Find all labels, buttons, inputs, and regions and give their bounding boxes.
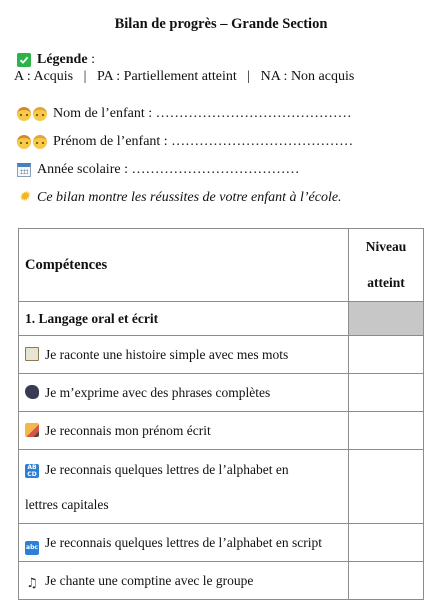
skill-text: Je reconnais quelques lettres de l’alphabet en script [45,535,323,550]
book-icon [25,347,39,361]
skill-cell [19,374,349,412]
table-row [19,374,424,412]
document-title: Bilan de progrès – Grande Section [114,16,328,32]
level-input-cell[interactable] [349,374,424,412]
section-level-cell [349,302,424,336]
skills-table [18,228,424,600]
table-row [19,336,424,374]
section-title: 1. Langage oral et écrit [19,302,349,336]
legend-title: Légende [37,52,88,67]
column-header-level [349,229,424,302]
legend-colon: : [87,52,95,67]
legend-entry-acquis: A : Acquis [14,69,74,84]
level-input-cell[interactable] [349,412,424,450]
intro-sentence: Ce bilan montre les réussites de votre enfant à l’école. [37,190,342,205]
pencil-icon [25,423,39,437]
legend-separator: | [247,69,251,84]
skill-text-line2: lettres capitales [25,496,109,512]
field-child-first-name[interactable] [17,134,353,150]
legend-heading [17,52,95,68]
check-mark-icon [17,53,31,67]
table-row [19,450,424,524]
table-row [19,412,424,450]
field-child-last-name[interactable] [17,106,352,122]
legend-entry-non-acquis: NA : Non acquis [260,69,355,84]
column-header-skills: Compétences [19,229,349,302]
skill-text: Je m’exprime avec des phrases complètes [45,385,271,400]
table-header-row [19,229,424,302]
level-input-cell[interactable] [349,524,424,562]
skill-cell [19,524,349,562]
field-school-year-label: Année scolaire : ……………………………… [37,162,300,177]
section-row [19,302,424,336]
lowercase-letters-icon: abc [25,541,39,555]
field-school-year[interactable] [17,162,299,178]
child-faces-icon [17,107,47,121]
uppercase-letters-icon: AB CD [25,464,39,478]
legend-entries [14,69,354,85]
child-faces-icon [17,135,47,149]
skill-text: Je reconnais mon prénom écrit [45,423,211,438]
music-notes-icon: ♫ [26,576,38,591]
intro-text [17,190,342,206]
column-header-level-line2: atteint [367,275,405,290]
legend-entry-partiel: PA : Partiellement atteint [96,69,237,84]
speaking-head-icon [25,385,39,399]
skill-text: Je chante une comptine avec le groupe [45,573,254,588]
skill-text-line1: Je reconnais quelques lettres de l’alphabet en [45,461,289,477]
field-child-first-name-label: Prénom de l’enfant : ………………………………… [53,134,354,149]
skill-cell [19,562,349,600]
level-input-cell[interactable] [349,450,424,524]
skill-cell [19,336,349,374]
table-row [19,562,424,600]
skill-text: Je raconte une histoire simple avec mes mots [45,347,289,362]
skill-cell [19,450,349,524]
table-row [19,524,424,562]
skill-cell [19,412,349,450]
legend-separator: | [83,69,87,84]
sun-icon: ✹ [18,190,30,205]
field-child-last-name-label: Nom de l’enfant : …………………………………… [53,106,352,121]
column-header-level-line1: Niveau [365,239,407,254]
level-input-cell[interactable] [349,562,424,600]
calendar-icon [17,163,31,177]
level-input-cell[interactable] [349,336,424,374]
